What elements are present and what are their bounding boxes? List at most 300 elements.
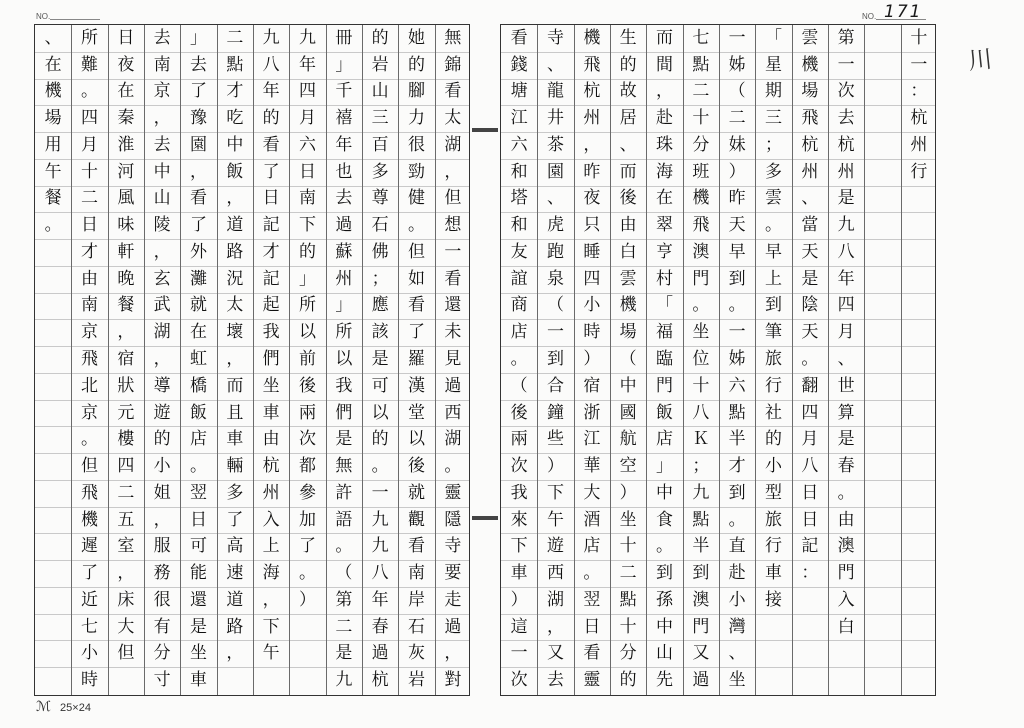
manuscript-char: 二 [226, 27, 244, 48]
manuscript-column [77, 25, 103, 694]
manuscript-char: 八 [837, 241, 855, 262]
manuscript-char: 」 [335, 54, 353, 75]
manuscript-char: 而 [619, 161, 637, 182]
manuscript-char: 我 [262, 322, 280, 343]
manuscript-char: 兩 [510, 429, 528, 450]
manuscript-char: 所 [81, 27, 98, 48]
manuscript-char: 午 [262, 643, 280, 664]
manuscript-char: 岩 [408, 670, 425, 691]
manuscript-char: 五 [117, 509, 135, 530]
manuscript-char: 杭 [371, 670, 389, 691]
manuscript-char: 江 [583, 429, 601, 450]
grid-column-line [755, 25, 756, 695]
manuscript-char [870, 614, 896, 641]
manuscript-char: 漢 [408, 375, 425, 396]
manuscript-char: 靈 [444, 482, 462, 503]
manuscript-char: 但 [444, 188, 462, 209]
manuscript-char: 南 [153, 54, 171, 75]
manuscript-char: 狀 [117, 375, 135, 396]
manuscript-char: ， [656, 81, 673, 102]
manuscript-column [404, 25, 430, 694]
manuscript-char: 所 [335, 322, 353, 343]
manuscript-char: 九 [371, 509, 389, 530]
manuscript-char: 了 [299, 536, 316, 557]
manuscript-char: 千 [335, 81, 353, 102]
manuscript-char: 玄 [153, 268, 171, 289]
manuscript-char: 了 [81, 563, 98, 584]
manuscript-char: 味 [117, 215, 135, 236]
manuscript-char: 浙 [583, 402, 601, 423]
manuscript-char: 到 [692, 563, 710, 584]
manuscript-char: 過 [335, 215, 353, 236]
grid-column-line [901, 25, 902, 695]
manuscript-char: 過 [444, 616, 462, 637]
manuscript-char: 務 [153, 563, 171, 584]
manuscript-char: 兩 [299, 402, 316, 423]
manuscript-char: 年 [299, 54, 316, 75]
manuscript-char: 日 [81, 215, 98, 236]
manuscript-char: 。 [692, 295, 710, 316]
manuscript-char: 秦 [117, 108, 135, 129]
manuscript-char: 班 [692, 161, 710, 182]
manuscript-char: 福 [656, 322, 673, 343]
manuscript-char: 速 [226, 563, 244, 584]
manuscript-char: 車 [190, 670, 207, 691]
manuscript-char: 塔 [510, 188, 528, 209]
manuscript-char [870, 373, 896, 400]
manuscript-char: 在 [656, 188, 673, 209]
manuscript-char: 大 [583, 482, 601, 503]
manuscript-char: ） [547, 456, 564, 477]
manuscript-char: 能 [190, 563, 207, 584]
manuscript-char: 社 [765, 402, 782, 423]
manuscript-char: 室 [117, 536, 135, 557]
manuscript-char: 門 [837, 563, 855, 584]
manuscript-char: 年 [371, 589, 389, 610]
manuscript-char: 而 [656, 27, 673, 48]
no-label-left: NO. [36, 12, 51, 21]
page-number: 171 [884, 2, 923, 22]
manuscript-char: 九 [262, 27, 280, 48]
manuscript-char: 太 [226, 295, 244, 316]
spine-mark-top [472, 128, 498, 132]
manuscript-char: 孫 [656, 589, 673, 610]
manuscript-char: 都 [299, 456, 316, 477]
manuscript-char: 宿 [117, 348, 135, 369]
manuscript-char: 赴 [656, 108, 673, 129]
manuscript-char: 飯 [190, 402, 207, 423]
manuscript-char: 九 [371, 536, 389, 557]
manuscript-char: 要 [444, 563, 462, 584]
manuscript-char: 州 [837, 161, 855, 182]
manuscript-char: 妹 [728, 134, 746, 155]
manuscript-char: 該 [371, 322, 389, 343]
manuscript-char: 分 [619, 643, 637, 664]
manuscript-char: ） [510, 589, 528, 610]
manuscript-char: 日 [117, 27, 135, 48]
manuscript-char: 直 [728, 536, 746, 557]
manuscript-char: 空 [619, 456, 637, 477]
manuscript-char: 四 [801, 402, 819, 423]
manuscript-char: 晚 [117, 268, 135, 289]
manuscript-char: 天 [728, 215, 746, 236]
manuscript-char: 以 [335, 348, 353, 369]
manuscript-char: 飛 [692, 215, 710, 236]
manuscript-char: 十 [619, 616, 637, 637]
manuscript-char: 就 [190, 295, 207, 316]
manuscript-char: 近 [81, 589, 98, 610]
manuscript-char: 灰 [408, 643, 425, 664]
manuscript-char: 一 [837, 54, 855, 75]
manuscript-char: 就 [408, 482, 425, 503]
manuscript-char: 是 [335, 429, 353, 450]
manuscript-char: 國 [619, 402, 637, 423]
grid-column-line [71, 25, 72, 695]
manuscript-char: 導 [153, 375, 171, 396]
manuscript-char: 一 [547, 322, 564, 343]
manuscript-char: 西 [547, 563, 564, 584]
manuscript-char: 園 [547, 161, 564, 182]
manuscript-char: 寸 [153, 670, 171, 691]
manuscript-char: 是 [837, 429, 855, 450]
manuscript-char: 虎 [547, 215, 564, 236]
manuscript-char: 七 [692, 27, 710, 48]
manuscript-char: 佛 [371, 241, 389, 262]
manuscript-char: 旅 [765, 509, 782, 530]
manuscript-char: 坐 [190, 643, 207, 664]
manuscript-char: 以 [299, 322, 316, 343]
manuscript-char: 早 [728, 241, 746, 262]
manuscript-column [149, 25, 175, 694]
manuscript-char: 」 [190, 27, 207, 48]
manuscript-char: 杭 [910, 108, 928, 129]
manuscript-char: 店 [190, 429, 207, 450]
manuscript-char: 後 [408, 456, 425, 477]
manuscript-char: 飛 [801, 108, 819, 129]
manuscript-char: 後 [299, 375, 316, 396]
manuscript-char: 看 [444, 268, 462, 289]
manuscript-char: 店 [656, 429, 673, 450]
manuscript-char: 無 [444, 27, 462, 48]
grid-column-line [326, 25, 327, 695]
manuscript-char: 機 [619, 295, 637, 316]
manuscript-char: 四 [583, 268, 601, 289]
manuscript-char: 六 [510, 134, 528, 155]
manuscript-char: 元 [117, 402, 135, 423]
manuscript-char: 陰 [801, 295, 819, 316]
manuscript-column [543, 25, 569, 694]
manuscript-char: 三 [371, 108, 389, 129]
manuscript-char: 機 [81, 509, 98, 530]
manuscript-char: 陵 [153, 215, 171, 236]
manuscript-char: 道 [226, 215, 244, 236]
manuscript-char: 餐 [117, 295, 135, 316]
manuscript-char: 難 [81, 54, 98, 75]
manuscript-char: 。 [583, 563, 601, 584]
manuscript-char: 才 [262, 241, 280, 262]
manuscript-char: 健 [408, 188, 425, 209]
manuscript-char: 茶 [547, 134, 564, 155]
manuscript-char: 了 [190, 81, 207, 102]
manuscript-char: 風 [117, 188, 135, 209]
manuscript-char: 是 [335, 643, 353, 664]
grid-column-line [864, 25, 865, 695]
manuscript-char: 寺 [547, 27, 564, 48]
manuscript-char: 。 [510, 348, 528, 369]
manuscript-column [506, 25, 532, 694]
manuscript-char: 錢 [510, 54, 528, 75]
manuscript-char: 航 [619, 429, 637, 450]
manuscript-char: 坐 [728, 670, 746, 691]
manuscript-char: 四 [299, 81, 316, 102]
manuscript-char: 來 [510, 509, 528, 530]
manuscript-column [367, 25, 393, 694]
manuscript-column [186, 25, 212, 694]
manuscript-char: 南 [81, 295, 98, 316]
manuscript-char: 。 [371, 456, 389, 477]
manuscript-char: 腳 [408, 81, 425, 102]
manuscript-char: 看 [408, 536, 425, 557]
manuscript-char: 春 [371, 616, 389, 637]
manuscript-char: 北 [81, 375, 98, 396]
manuscript-char: 中 [619, 375, 637, 396]
manuscript-char: 八 [262, 54, 280, 75]
manuscript-char: 飯 [226, 161, 244, 182]
manuscript-char: 一 [728, 322, 746, 343]
manuscript-char: 禧 [335, 108, 353, 129]
manuscript-char: 的 [262, 108, 280, 129]
manuscript-char: 行 [765, 536, 782, 557]
manuscript-char: 京 [81, 322, 98, 343]
manuscript-char: 日 [299, 161, 316, 182]
manuscript-char [870, 426, 896, 453]
manuscript-char: 們 [335, 402, 353, 423]
manuscript-char: 年 [262, 81, 280, 102]
manuscript-char: 對 [444, 670, 462, 691]
manuscript-char: 在 [44, 54, 62, 75]
manuscript-char: 井 [547, 108, 564, 129]
manuscript-char: 到 [765, 295, 782, 316]
manuscript-char: 州 [583, 108, 601, 129]
grid-column-line [362, 25, 363, 695]
manuscript-char: 湖 [153, 322, 171, 343]
manuscript-char: 九 [335, 670, 353, 691]
manuscript-char: 十 [619, 536, 637, 557]
manuscript-char: 湖 [547, 589, 564, 610]
manuscript-char: 睡 [583, 241, 601, 262]
manuscript-char: 了 [226, 509, 244, 530]
manuscript-char: 才 [728, 456, 746, 477]
manuscript-char: 冊 [335, 27, 353, 48]
manuscript-char [870, 212, 896, 239]
manuscript-char: 天 [801, 322, 819, 343]
manuscript-char: 岸 [408, 589, 425, 610]
manuscript-char [870, 132, 896, 159]
manuscript-char: 十 [692, 375, 710, 396]
manuscript-char: 點 [692, 509, 710, 530]
manuscript-char: 友 [510, 241, 528, 262]
manuscript-column [579, 25, 605, 694]
manuscript-char: 半 [692, 536, 710, 557]
grid-column-line [253, 25, 254, 695]
manuscript-column [870, 25, 896, 694]
manuscript-char: 況 [226, 268, 244, 289]
manuscript-char: 石 [371, 215, 389, 236]
manuscript-char: 行 [765, 375, 782, 396]
manuscript-char: 到 [547, 348, 564, 369]
manuscript-char: 州 [801, 161, 819, 182]
manuscript-char: 分 [153, 643, 171, 664]
manuscript-char: 去 [153, 134, 171, 155]
manuscript-char: 未 [444, 322, 462, 343]
manuscript-char: 行 [910, 161, 928, 182]
manuscript-char: 二 [81, 188, 98, 209]
manuscript-char [870, 640, 896, 667]
manuscript-char: 武 [153, 295, 171, 316]
manuscript-char: ， [226, 643, 244, 664]
manuscript-char: 的 [153, 429, 171, 450]
manuscript-column [761, 25, 787, 694]
manuscript-char: ， [153, 509, 171, 530]
manuscript-char: 和 [510, 161, 528, 182]
manuscript-char: 由 [81, 268, 98, 289]
center-spine [470, 24, 500, 696]
manuscript-char: 應 [371, 295, 389, 316]
manuscript-char: 看 [444, 81, 462, 102]
manuscript-char: 記 [262, 215, 280, 236]
manuscript-char: 、 [619, 134, 637, 155]
manuscript-char: 飯 [656, 402, 673, 423]
manuscript-char: 場 [619, 322, 637, 343]
manuscript-char: 是 [837, 188, 855, 209]
manuscript-char: 她 [408, 27, 425, 48]
manuscript-char: 中 [226, 134, 244, 155]
margin-note: 川 [966, 44, 994, 76]
manuscript-char: 當 [801, 215, 819, 236]
manuscript-char: 上 [765, 268, 782, 289]
manuscript-char: 州 [262, 482, 280, 503]
manuscript-char: 但 [408, 241, 425, 262]
manuscript-char: 到 [656, 563, 673, 584]
manuscript-char: 鐘 [547, 402, 564, 423]
manuscript-char: 八 [371, 563, 389, 584]
manuscript-char: 可 [190, 536, 207, 557]
manuscript-char: 又 [547, 643, 564, 664]
grid-column-line [144, 25, 145, 695]
manuscript-char: 月 [81, 134, 98, 155]
manuscript-char: 記 [262, 268, 280, 289]
manuscript-char: 軒 [117, 241, 135, 262]
manuscript-char: 如 [408, 268, 425, 289]
manuscript-char: 姐 [153, 482, 171, 503]
manuscript-char: 日 [190, 509, 207, 530]
manuscript-char: 。 [837, 482, 855, 503]
manuscript-char [870, 400, 896, 427]
manuscript-char: 車 [510, 563, 528, 584]
manuscript-char: 筆 [765, 322, 782, 343]
manuscript-column [222, 25, 248, 694]
manuscript-char: 夜 [583, 188, 601, 209]
manuscript-char: 雲 [801, 27, 819, 48]
right-page-grid [500, 24, 936, 696]
manuscript-char: 車 [262, 402, 280, 423]
manuscript-char: 靈 [583, 670, 601, 691]
manuscript-char: 尊 [371, 188, 389, 209]
manuscript-char: （ [728, 81, 746, 102]
manuscript-char: ： [910, 81, 928, 102]
manuscript-char: ； [371, 268, 389, 289]
manuscript-char: 的 [619, 54, 637, 75]
manuscript-char: 期 [765, 81, 782, 102]
manuscript-char: 四 [837, 295, 855, 316]
manuscript-char: 下 [547, 482, 564, 503]
manuscript-char: 店 [510, 322, 528, 343]
manuscript-char: 去 [153, 27, 171, 48]
manuscript-char: 半 [728, 429, 746, 450]
manuscript-char: 。 [656, 536, 673, 557]
manuscript-char: 下 [510, 536, 528, 557]
manuscript-char: 但 [117, 643, 135, 664]
manuscript-char: 可 [371, 375, 389, 396]
manuscript-char: 河 [117, 161, 135, 182]
manuscript-char: 我 [335, 375, 353, 396]
manuscript-char: 居 [619, 108, 637, 129]
manuscript-char: 九 [692, 482, 710, 503]
manuscript-char: 村 [656, 268, 673, 289]
manuscript-char: 次 [299, 429, 316, 450]
manuscript-char [870, 159, 896, 186]
manuscript-char: 七 [81, 616, 98, 637]
manuscript-char: 飛 [583, 54, 601, 75]
manuscript-char: ， [153, 241, 171, 262]
manuscript-char: 算 [837, 402, 855, 423]
grid-column-line [537, 25, 538, 695]
manuscript-column [40, 25, 66, 694]
manuscript-char: 門 [656, 375, 673, 396]
manuscript-char: 機 [692, 188, 710, 209]
manuscript-char: 年 [837, 268, 855, 289]
manuscript-char: 和 [510, 215, 528, 236]
manuscript-char: 姊 [728, 54, 746, 75]
manuscript-char: 到 [728, 268, 746, 289]
manuscript-char: 過 [444, 375, 462, 396]
manuscript-char: 山 [656, 643, 673, 664]
manuscript-char: （ [547, 295, 564, 316]
manuscript-column [906, 25, 932, 694]
manuscript-column [440, 25, 466, 694]
manuscript-char: 飛 [81, 348, 98, 369]
manuscript-char: ） [299, 589, 316, 610]
manuscript-char [870, 52, 896, 79]
manuscript-char: ； [765, 134, 782, 155]
manuscript-char: 日 [583, 616, 601, 637]
manuscript-char: 灣 [728, 616, 746, 637]
manuscript-char: 還 [190, 589, 207, 610]
manuscript-char: 壞 [226, 322, 244, 343]
manuscript-char: 時 [583, 322, 601, 343]
manuscript-char: ， [117, 322, 135, 343]
manuscript-char: 、 [728, 643, 746, 664]
manuscript-char: 用 [44, 134, 62, 155]
manuscript-char: ， [226, 188, 244, 209]
manuscript-char: 、 [44, 27, 62, 48]
manuscript-char: 些 [547, 429, 564, 450]
manuscript-char: 九 [299, 27, 316, 48]
manuscript-char: 一 [371, 482, 389, 503]
manuscript-column [652, 25, 678, 694]
manuscript-char: 生 [619, 27, 637, 48]
manuscript-char [870, 587, 896, 614]
